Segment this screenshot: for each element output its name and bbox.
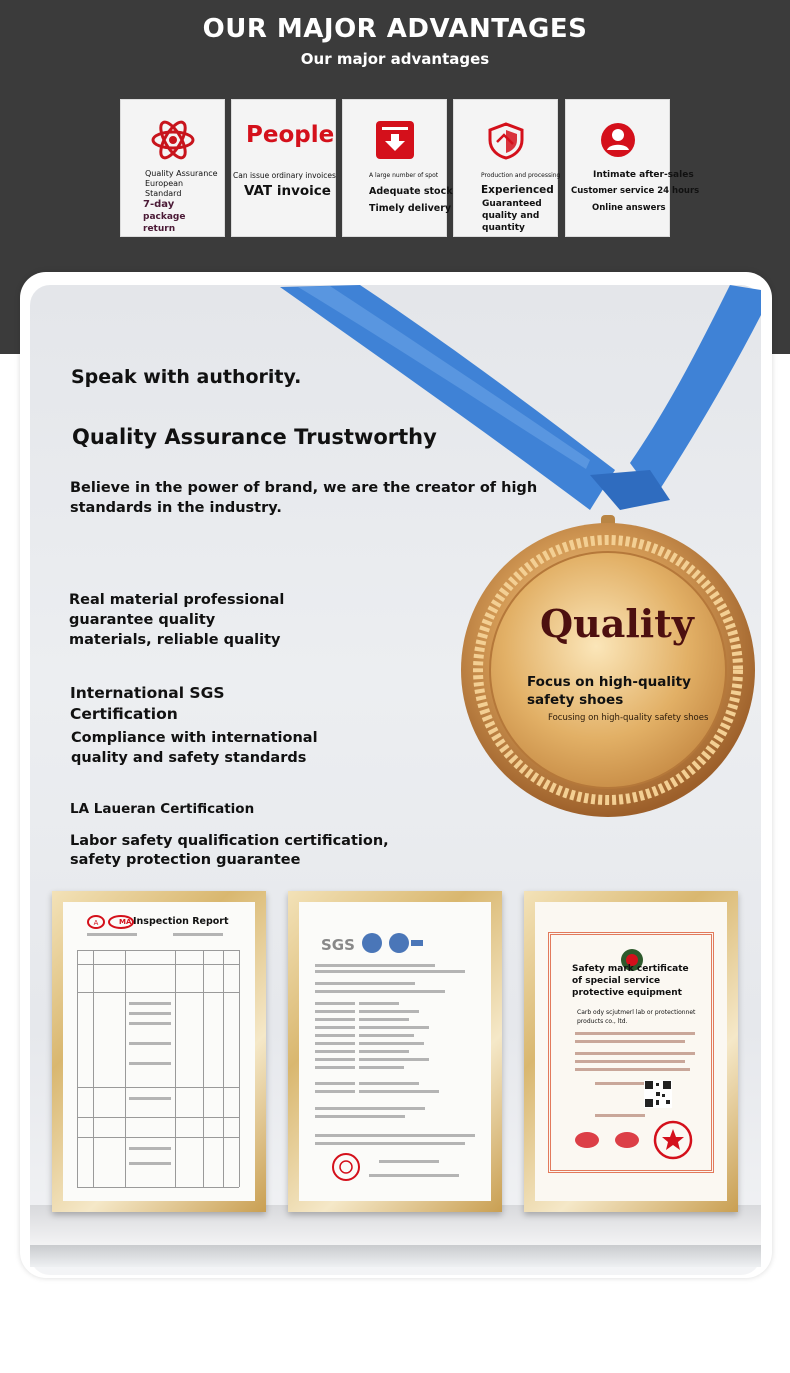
card-line: A large number of spot xyxy=(369,172,439,179)
card-line: Timely delivery xyxy=(369,203,452,214)
red-seal-small xyxy=(575,1132,599,1148)
la-desc-line-2: safety protection guarantee xyxy=(70,852,301,868)
sgs-desc-line-2: quality and safety standards xyxy=(71,750,307,766)
official-seal-icon xyxy=(653,1120,693,1160)
card-line: Intimate after-sales xyxy=(593,170,694,180)
medal-line-2: safety shoes xyxy=(527,692,624,708)
sgs-logo: SGS xyxy=(321,936,355,954)
la-title: LA Laueran Certification xyxy=(70,801,255,817)
cma-logo-text: MA xyxy=(119,918,132,926)
certificate-frame-safety-mark xyxy=(524,891,738,1212)
card-line: Experienced xyxy=(481,184,554,196)
card-line: quality and xyxy=(482,211,540,221)
page-subtitle: Our major advantages xyxy=(300,50,490,68)
card-line: quantity xyxy=(482,223,525,233)
gold-medal xyxy=(458,515,758,815)
medal-line-1: Focus on high-quality xyxy=(527,674,691,690)
card-line: Can issue ordinary invoices xyxy=(233,171,336,180)
medal-small-text: Focusing on high-quality safety shoes xyxy=(548,713,709,723)
advantage-card-invoice xyxy=(231,99,336,237)
inspection-report-title: Inspection Report xyxy=(133,916,229,927)
red-seal-small xyxy=(615,1132,639,1148)
safety-cert-company-2: products co., ltd. xyxy=(577,1018,628,1025)
ilac-logo-icon xyxy=(361,932,423,954)
advantage-card-production xyxy=(453,99,561,237)
material-line-1: Real material professional xyxy=(69,592,285,608)
safety-cert-company-1: Carb ody scjutmerl lab or protectionnet xyxy=(577,1009,696,1016)
shield-icon xyxy=(487,122,525,160)
people-label: People xyxy=(246,122,335,148)
sgs-desc-line-1: Compliance with international xyxy=(71,730,318,746)
medal-word: Quality xyxy=(540,601,694,646)
la-desc-line-1: Labor safety qualification certification, xyxy=(70,833,389,849)
believe-line-2: standards in the industry. xyxy=(70,500,282,516)
qr-code-icon xyxy=(644,1080,672,1108)
card-line: Production and processing xyxy=(481,172,561,179)
inspection-report-paper xyxy=(63,902,255,1201)
card-line: Online answers xyxy=(592,203,666,213)
card-line: VAT invoice xyxy=(244,183,331,199)
card-line: Guaranteed xyxy=(482,199,542,209)
shelf-shadow xyxy=(30,1245,761,1267)
card-line: package xyxy=(143,212,186,222)
card-line: Quality Assurance xyxy=(145,169,218,178)
safety-mark-paper xyxy=(535,902,727,1201)
material-line-3: materials, reliable quality xyxy=(69,632,281,648)
card-line: return xyxy=(143,224,176,234)
card-line: Standard xyxy=(145,189,182,198)
sgs-stamp-icon xyxy=(331,1152,361,1182)
material-line-2: guarantee quality xyxy=(69,612,216,628)
sgs-title-line-1: International SGS xyxy=(70,684,225,702)
page-title: OUR MAJOR ADVANTAGES xyxy=(202,14,588,44)
advantage-card-service xyxy=(565,99,700,237)
certificate-frame-inspection xyxy=(52,891,266,1212)
card-line: Customer service 24 hours xyxy=(571,186,700,196)
safety-cert-title-2: of special service xyxy=(572,976,661,986)
quality-heading: Quality Assurance Trustworthy xyxy=(72,425,437,449)
speak-heading: Speak with authority. xyxy=(71,366,302,388)
advantage-card-stock xyxy=(342,99,453,237)
sgs-report-paper xyxy=(299,902,491,1201)
safety-cert-title-3: protective equipment xyxy=(572,988,682,998)
card-line: Adequate stock xyxy=(369,186,453,197)
user-circle-icon xyxy=(600,122,636,158)
atom-icon xyxy=(151,118,195,162)
sgs-title-line-2: Certification xyxy=(70,705,178,723)
card-line: European xyxy=(145,179,184,188)
download-box-icon xyxy=(375,120,415,160)
safety-cert-title-1: Safety mark certificate xyxy=(572,964,689,974)
certificate-frame-sgs xyxy=(288,891,502,1212)
card-line: 7-day xyxy=(143,199,175,210)
advantage-card-quality xyxy=(120,99,225,237)
believe-line-1: Believe in the power of brand, we are the creator of high xyxy=(70,480,538,496)
svg-text:A: A xyxy=(93,920,99,927)
